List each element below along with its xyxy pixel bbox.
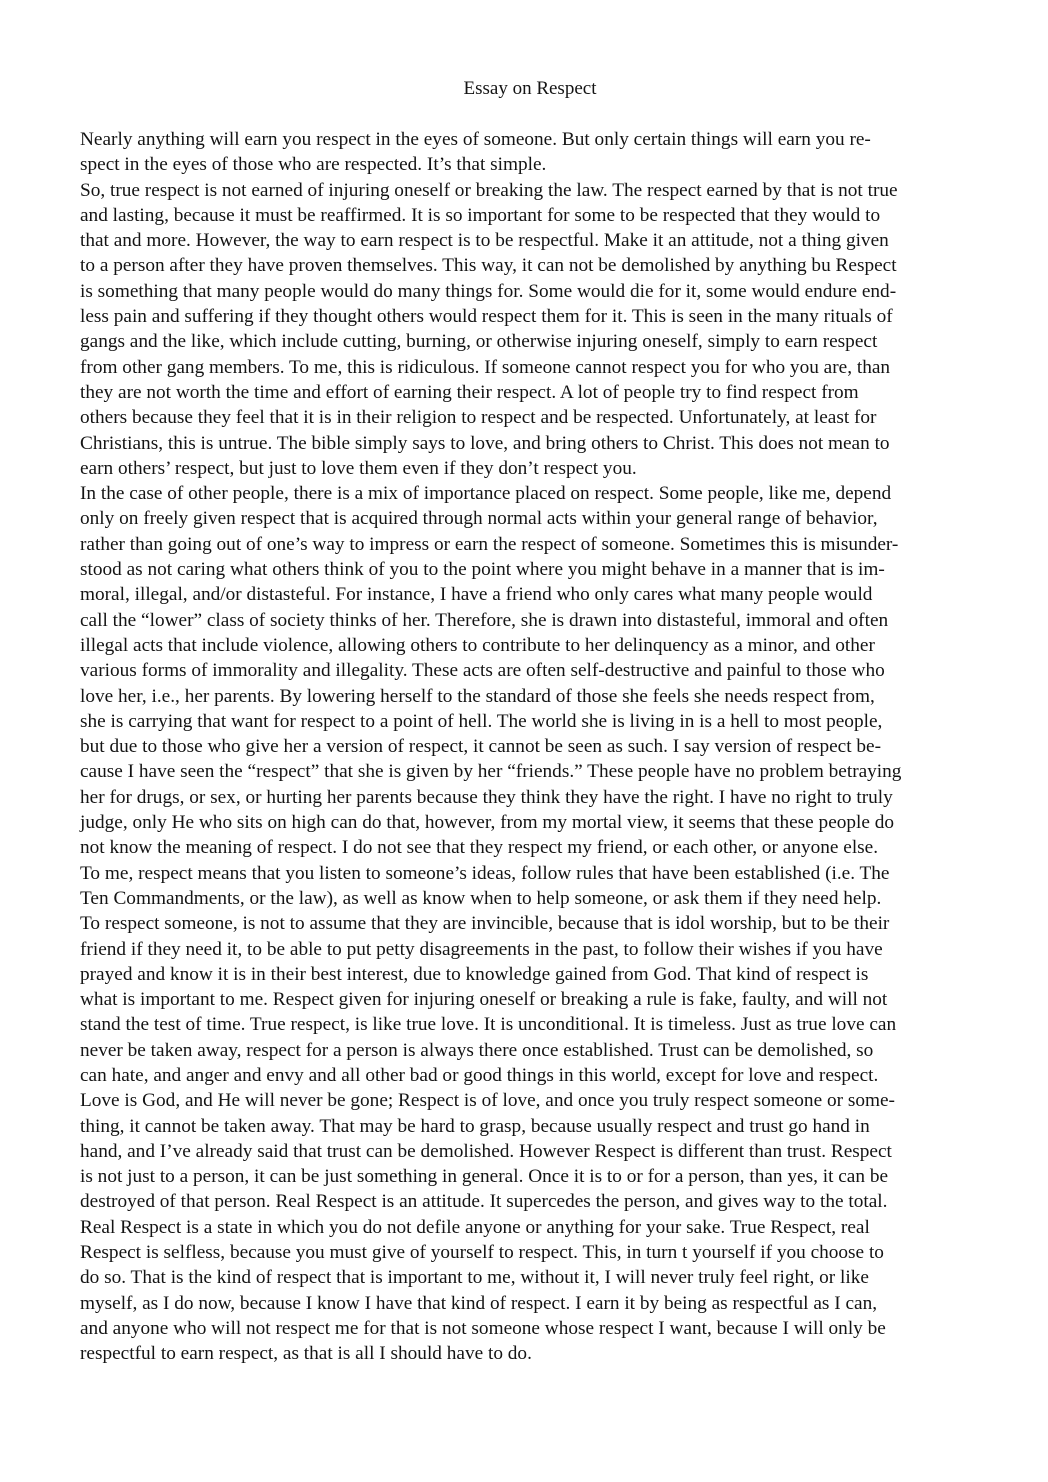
text-line: Christians, this is untrue. The bible simply says to love, and bring others to Christ. This does not mean to (80, 432, 890, 454)
text-line: never be taken away, respect for a person is always there once established. Trust can be demolished, so (80, 1039, 874, 1061)
essay-body (80, 127, 1010, 1367)
text-line: stood as not caring what others think of you to the point where you might behave in a manner that is im- (80, 559, 885, 581)
text-line: To respect someone, is not to assume that they are invincible, because that is idol worship, but to be their (80, 913, 890, 935)
text-line: gangs and the like, which include cutting, burning, or otherwise injuring oneself, simply to earn respect (80, 331, 878, 353)
text-line: do so. That is the kind of respect that is important to me, without it, I will never truly feel right, or like (80, 1267, 869, 1289)
essay-title: Essay on Respect (463, 78, 597, 99)
text-line: and lasting, because it must be reaffirmed. It is so important for some to be respected that they would to (80, 204, 881, 226)
text-line: destroyed of that person. Real Respect is an attitude. It supercedes the person, and gives way to the total. (80, 1191, 888, 1213)
text-line: Nearly anything will earn you respect in the eyes of someone. But only certain things will earn you re- (80, 129, 871, 150)
text-line: moral, illegal, and/or distasteful. For instance, I have a friend who only cares what many people would (80, 584, 873, 606)
text-line: judge, only He who sits on high can do that, however, from my mortal view, it seems that these people do (80, 812, 895, 834)
text-line: her for drugs, or sex, or hurting her parents because they think they have the right. I have no right to truly (80, 786, 893, 808)
text-line: Respect is selfless, because you must give of yourself to respect. This, in turn t yourself if you choose to (80, 1242, 884, 1264)
text-line: various forms of immorality and illegality. These acts are often self-destructive and painful to those who (80, 660, 885, 682)
text-line: and anyone who will not respect me for that is not someone whose respect I want, because I will only be (80, 1317, 886, 1339)
text-line: only on freely given respect that is acquired through normal acts within your general range of behavior, (80, 508, 878, 530)
text-line: Love is God, and He will never be gone; Respect is of love, and once you truly respect someone or some- (80, 1090, 895, 1112)
text-line: illegal acts that include violence, allowing others to contribute to her delinquency as a minor, and other (80, 634, 875, 656)
text-line: that and more. However, the way to earn respect is to be respectful. Make it an attitude, not a thing given (80, 230, 889, 252)
text-line: but due to those who give her a version of respect, it cannot be seen as such. I say version of respect be- (80, 736, 881, 758)
text-line: So, true respect is not earned of injuring oneself or breaking the law. The respect earned by that is not true (80, 179, 898, 201)
text-line: to a person after they have proven themselves. This way, it can not be demolished by anything bu Respect (80, 255, 897, 277)
text-line: rather than going out of one’s way to impress or earn the respect of someone. Sometimes this is misunder- (80, 533, 899, 555)
text-line: spect in the eyes of those who are respected. It’s that simple. (80, 154, 547, 176)
text-line: Real Respect is a state in which you do not defile anyone or anything for your sake. True Respect, real (80, 1216, 870, 1238)
text-line: earn others’ respect, but just to love them even if they don’t respect you. (80, 457, 637, 479)
text-line: she is carrying that want for respect to a point of hell. The world she is living in is a hell to most people, (80, 710, 883, 732)
text-line: love her, i.e., her parents. By lowering herself to the standard of those she feels she needs respect from, (80, 685, 875, 707)
text-line: call the “lower” class of society thinks of her. Therefore, she is drawn into distasteful, immoral and often (80, 609, 889, 631)
text-line: prayed and know it is in their best interest, due to knowledge gained from God. That kind of respect is (80, 963, 869, 985)
text-line: they are not worth the time and effort of earning their respect. A lot of people try to find respect from (80, 381, 859, 403)
text-line: friend if they need it, to be able to put petty disagreements in the past, to follow their wishes if you have (80, 938, 883, 960)
text-line: To me, respect means that you listen to someone’s ideas, follow rules that have been established (i.e. The (80, 862, 890, 884)
text-line: from other gang members. To me, this is ridiculous. If someone cannot respect you for who you are, than (80, 356, 891, 378)
text-line: stand the test of time. True respect, is like true love. It is unconditional. It is timeless. Just as true love can (80, 1014, 897, 1036)
text-line: thing, it cannot be taken away. That may be hard to grasp, because usually respect and trust go hand in (80, 1115, 870, 1137)
text-line: In the case of other people, there is a mix of importance placed on respect. Some people, like me, depend (80, 483, 892, 505)
text-line: myself, as I do now, because I know I have that kind of respect. I earn it by being as respectful as I can, (80, 1292, 878, 1314)
text-line: is something that many people would do many things for. Some would die for it, some would endure end- (80, 280, 897, 302)
text-line: Ten Commandments, or the law), as well as know when to help someone, or ask them if they need help. (80, 887, 882, 909)
text-line: what is important to me. Respect given for injuring oneself or breaking a rule is fake, faulty, and will not (80, 989, 888, 1011)
text-line: can hate, and anger and envy and all other bad or good things in this world, except for love and respect. (80, 1064, 879, 1086)
text-line: is not just to a person, it can be just something in general. Once it is to or for a person, than yes, it can be (80, 1166, 889, 1188)
text-line: hand, and I’ve already said that trust can be demolished. However Respect is different than trust. Respect (80, 1140, 892, 1162)
text-line: respectful to earn respect, as that is all I should have to do. (80, 1343, 532, 1365)
text-line: not know the meaning of respect. I do not see that they respect my friend, or each other, or anyone else. (80, 837, 879, 859)
text-line: others because they feel that it is in their religion to respect and be respected. Unfortunately, at least for (80, 407, 877, 429)
text-line: cause I have seen the “respect” that she is given by her “friends.” These people have no problem betraying (80, 761, 902, 783)
text-line: less pain and suffering if they thought others would respect them for it. This is seen in the many rituals of (80, 306, 893, 328)
